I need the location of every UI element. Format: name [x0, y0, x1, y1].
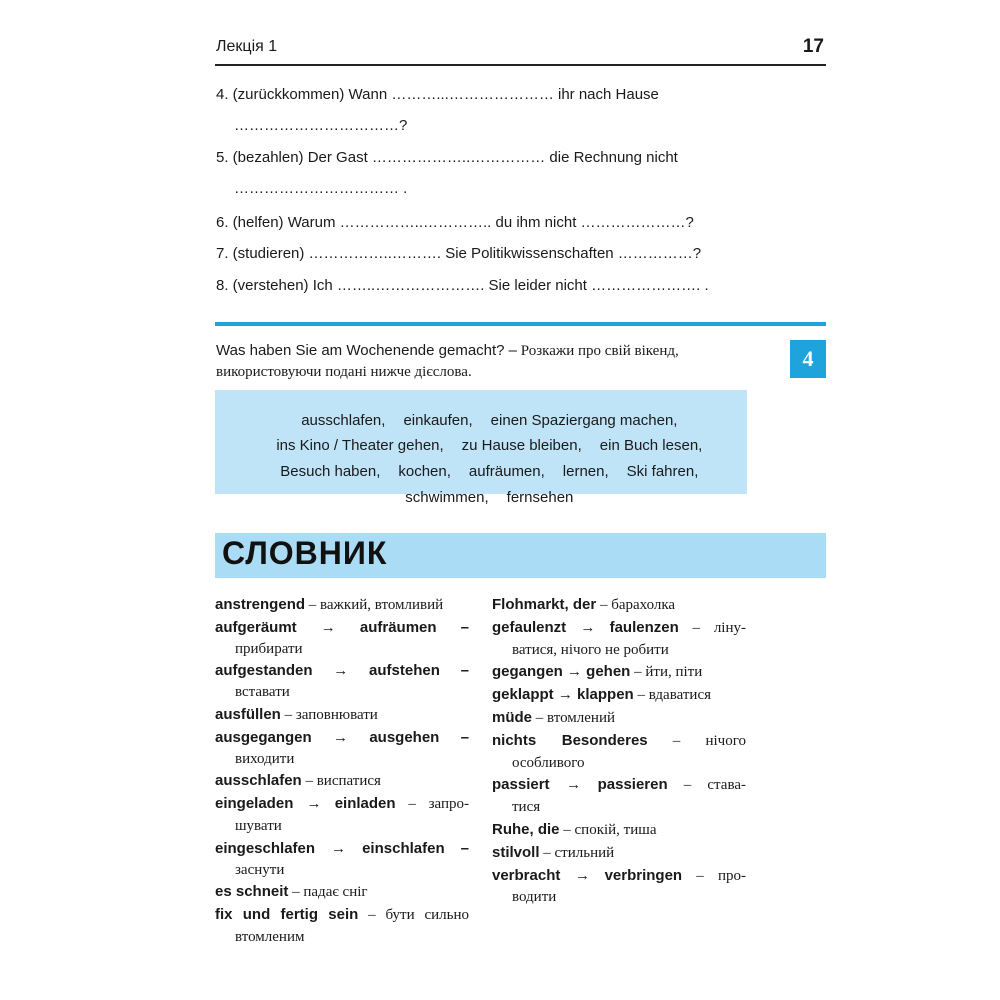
vocabulary-entry-line: gefaulenzt → faulenzen – ліну-	[492, 618, 746, 636]
verb-item: einkaufen,	[403, 412, 473, 429]
vocabulary-entry-continuation: заснути	[235, 861, 285, 878]
header-divider	[215, 64, 826, 66]
vocabulary-title: СЛОВНИК	[222, 535, 388, 571]
vocabulary-entry-line: fix und fertig sein – бути сильно	[215, 906, 470, 924]
vocabulary-entry-line: aufgeräumt → aufräumen –	[215, 618, 469, 636]
vocabulary-entry	[215, 594, 469, 617]
vocabulary-column-left	[215, 594, 469, 949]
vocabulary-entry-continuation: водити	[512, 889, 557, 906]
verb-item: kochen,	[398, 463, 451, 480]
exercise-5-line-1: 5. (bezahlen) Der Gast ………………..…………… die Rechnung nicht	[216, 149, 678, 166]
verb-list-box	[215, 390, 747, 506]
vocabulary-entry	[492, 774, 746, 819]
vocabulary-entry-line: gegangen → gehen – йти, піти	[492, 663, 703, 681]
vocabulary-entry-continuation: втомленим	[235, 928, 305, 945]
vocabulary-entry-line: es schneit – падає сніг	[215, 883, 368, 901]
section-divider	[215, 322, 826, 326]
exercise-4-line-1: 4. (zurückkommen) Wann ………...………………… ihr nach Hause	[216, 86, 659, 103]
vocabulary-entry	[215, 617, 469, 661]
task-instruction-ukrainian-1: Розкажи про свій вікенд,	[517, 343, 679, 359]
task-instruction-ukrainian-2: використовуючи подані нижче дієслова.	[216, 364, 472, 380]
vocabulary-entry-continuation: шувати	[235, 817, 282, 834]
verb-item: zu Hause bleiben,	[461, 437, 582, 454]
vocabulary-entry-line: anstrengend – важкий, втомливий	[215, 596, 444, 613]
vocabulary-entry	[215, 727, 469, 771]
verb-row	[215, 472, 747, 523]
verb-item: einen Spaziergang machen,	[490, 412, 678, 429]
vocabulary-entry	[492, 617, 746, 662]
vocabulary-entry	[215, 660, 469, 704]
exercise-4-line-2: ……………………………?	[234, 117, 408, 134]
vocabulary-entry	[492, 819, 746, 842]
vocabulary-entry	[215, 838, 469, 882]
vocabulary-entry	[215, 881, 469, 904]
vocabulary-entry-continuation: вставати	[235, 684, 290, 701]
vocabulary-entry-line: geklappt → klappen – вдаватися	[492, 686, 711, 704]
verb-item: ins Kino / Theater gehen,	[276, 437, 444, 454]
verb-item: Besuch haben,	[280, 463, 381, 480]
exercise-7-line: 7. (studieren) ……………..………. Sie Politikwissenschaften ……………?	[216, 245, 702, 262]
page-number: 17	[802, 36, 824, 57]
vocabulary-entry-line: ausgegangen → ausgehen –	[215, 728, 469, 746]
verb-item: schwimmen,	[405, 489, 489, 506]
vocabulary-entry-line: ausschlafen – виспатися	[215, 772, 381, 790]
exercise-5-line-2: …………………………… .	[234, 180, 408, 197]
vocabulary-column-right	[492, 594, 746, 909]
vocabulary-entry-line: verbracht → verbringen – про-	[492, 866, 746, 884]
vocabulary-entry-line: müde – втомлений	[492, 708, 616, 726]
verb-item: Ski fahren,	[626, 463, 699, 480]
vocabulary-entry-continuation: прибирати	[235, 640, 303, 657]
exercise-8-line: 8. (verstehen) Ich ……..…………………. Sie leider nicht …………………. .	[216, 277, 709, 294]
verb-item: ausschlafen,	[301, 412, 386, 429]
vocabulary-entry	[492, 842, 746, 865]
exercise-6-line: 6. (helfen) Warum ……………..………….. du ihm nicht …………………?	[216, 214, 694, 231]
verb-item: ein Buch lesen,	[599, 437, 703, 454]
vocabulary-entry	[492, 730, 746, 775]
vocabulary-entry	[215, 904, 469, 949]
vocabulary-entry-line: passiert → passieren – става-	[492, 776, 746, 794]
vocabulary-entry-continuation: виходити	[235, 750, 295, 767]
verb-item: aufräumen,	[468, 463, 545, 480]
verb-item: fernsehen	[506, 489, 574, 506]
vocabulary-entry-line: Flohmarkt, der – барахолка	[492, 596, 676, 613]
task-number-badge: 4	[790, 340, 826, 378]
vocabulary-entry-line: Ruhe, die – спокій, тиша	[492, 820, 657, 838]
vocabulary-entry	[492, 707, 746, 730]
vocabulary-entry	[492, 594, 746, 617]
vocabulary-entry	[492, 865, 746, 910]
chapter-title: Лекція 1	[216, 38, 278, 55]
vocabulary-entry-line: eingeladen → einladen – запро-	[215, 795, 469, 813]
vocabulary-entry	[215, 770, 469, 793]
task-instruction-line-1	[216, 342, 679, 360]
vocabulary-entry	[215, 793, 469, 838]
vocabulary-entry-line: stilvoll – стильний	[492, 843, 615, 861]
vocabulary-entry-line: aufgestanden → aufstehen –	[215, 662, 469, 680]
vocabulary-entry	[215, 704, 469, 727]
vocabulary-entry-continuation: тися	[512, 799, 541, 816]
task-instruction-german: Was haben Sie am Wochenende gemacht? –	[216, 342, 518, 359]
verb-item: lernen,	[562, 463, 609, 480]
vocabulary-entry-line: nichts Besonderes – нічого	[492, 731, 746, 749]
vocabulary-entry-continuation: особливого	[512, 754, 585, 771]
vocabulary-entry	[492, 684, 746, 707]
vocabulary-entry-line: eingeschlafen → einschlafen –	[215, 839, 469, 857]
vocabulary-entry	[492, 661, 746, 684]
vocabulary-entry-continuation: ватися, нічого не робити	[512, 641, 669, 658]
vocabulary-entry-line: ausfüllen – заповнювати	[215, 705, 378, 723]
